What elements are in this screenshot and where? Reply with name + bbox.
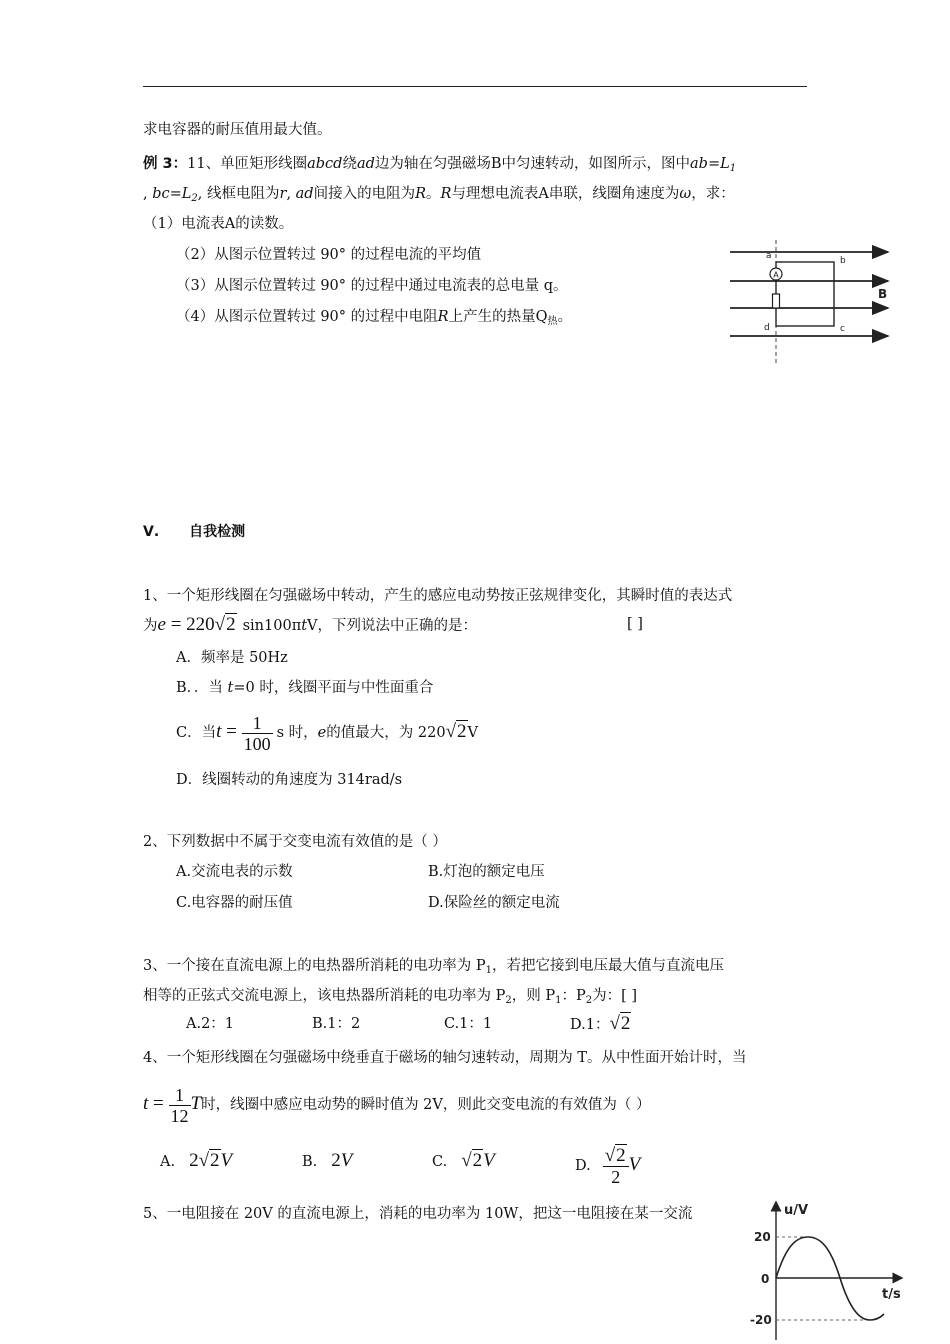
p3-option-b: B.1：2 <box>312 1016 361 1032</box>
label-a: a <box>766 251 772 261</box>
sqrt-symbol: √2 <box>445 721 467 742</box>
sqrt-symbol: √2 <box>461 1150 483 1171</box>
p2-option-b: B.灯泡的额定电压 <box>428 864 545 880</box>
p3-option-a: A.2：1 <box>186 1016 235 1032</box>
graph-tick-0: 0 <box>761 1272 770 1286</box>
p2-option-a: A.交流电表的示数 <box>176 864 293 880</box>
ex3-q3: （3）从图示位置转过 90° 的过程中通过电流表的总电量 q。 <box>176 278 568 294</box>
p4-option-b: B. 2V <box>302 1150 353 1171</box>
graph-ylabel: u/V <box>784 1203 809 1218</box>
p4-option-c: C. √2V <box>432 1146 495 1176</box>
p3-line2: 相等的正弦式交流电源上，该电热器所消耗的电功率为 $P_2$，则 $P_1$：$P_2$为：[ ] <box>143 988 638 1006</box>
section-heading: Ⅴ. 自我检测 <box>143 524 246 540</box>
p1-option-d: D．线圈转动的角速度为 314rad/s <box>176 772 403 788</box>
graph-tick-neg20: -20 <box>750 1313 772 1327</box>
fraction: $\frac{√2}{2}$ <box>603 1145 629 1187</box>
label-d: d <box>764 323 770 333</box>
header-rule <box>143 86 807 87</box>
svg-text:A: A <box>773 270 779 280</box>
p2-question: 2、下列数据中不属于交变电流有效值的是（ ） <box>143 834 447 850</box>
p4-line2: t = $\frac{1}{12}$ T时，线圈中感应电动势的瞬时值为 2V，则此交变电流的有效值为（ ） <box>143 1084 651 1126</box>
p1-option-c: C．当t = $\frac{1}{100}$ s 时，e的值最大，为 220√2V <box>176 708 478 756</box>
p4-option-a: A. 2√2V <box>160 1146 232 1176</box>
p1-line1: 1、一个矩形线圈在匀强磁场中转动，产生的感应电动势按正弦规律变化，其瞬时值的表达式 <box>143 588 733 604</box>
sqrt-symbol: √2 <box>604 1145 626 1166</box>
p3-line1: 3、一个接在直流电源上的电热器所消耗的电功率为 $P_1$，若把它接到电压最大值与直流电压 <box>143 958 724 976</box>
label-B: B <box>878 287 888 301</box>
coil-figure <box>728 238 900 366</box>
ex3-q2: （2）从图示位置转过 90° 的过程电流的平均值 <box>176 247 482 263</box>
example-label: 例 3： <box>143 156 188 172</box>
p1-option-a: A．频率是 50Hz <box>176 650 288 666</box>
p2-option-d: D.保险丝的额定电流 <box>428 895 560 911</box>
p1-answer-bracket: [ ] <box>627 616 643 632</box>
graph-tick-20: 20 <box>754 1230 771 1244</box>
p3-option-c: C.1：1 <box>444 1016 493 1032</box>
p5-line1: 5、一电阻接在 20V 的直流电源上，消耗的电功率为 10W，把这一电阻接在某一交流 <box>143 1206 693 1222</box>
fraction: $\frac{1}{100}$ <box>243 712 271 754</box>
example3-line1: 例 3：11、单匝矩形线圈abcd绕ad边为轴在匀强磁场B中匀速转动，如图所示，图中$ab=L_1$ <box>143 156 737 174</box>
p1-option-b: B．．当 t=0 时，线圈平面与中性面重合 <box>176 680 434 696</box>
sqrt-symbol: √2 <box>609 1013 631 1034</box>
label-b: b <box>840 256 846 266</box>
ex3-q4: （4）从图示位置转过 90° 的过程中电阻R上产生的热量$Q_热$。 <box>176 309 572 327</box>
graph-xlabel: t/s <box>882 1287 901 1302</box>
top-line: 求电容器的耐压值用最大值。 <box>143 122 332 138</box>
voltage-graph <box>748 1196 916 1342</box>
p3-option-d: D.1：√2 <box>570 1013 631 1034</box>
p1-line2: 为e = 220√2 sin100πtV，下列说法中正确的是： <box>143 610 477 640</box>
fraction: $\frac{1}{12}$ <box>170 1084 189 1126</box>
coil-rect <box>776 262 834 326</box>
p4-line1: 4、一个矩形线圈在匀强磁场中绕垂直于磁场的轴匀速转动，周期为 T。从中性面开始计时，当 <box>143 1050 747 1066</box>
sqrt-symbol: √2 <box>198 1150 220 1171</box>
resistor-icon <box>773 294 780 308</box>
ex3-q1: （1）电流表A的读数。 <box>143 216 294 232</box>
p2-option-c: C.电容器的耐压值 <box>176 895 293 911</box>
p4-option-d: D. $\frac{√2}{2}$ V <box>575 1145 641 1187</box>
sqrt-symbol: √2 <box>214 614 236 635</box>
example3-line2: , $bc=L_2$, 线框电阻为r, ad间接入的电阻为R。R与理想电流表A串联，线圈角速度为ω，求： <box>143 186 735 204</box>
label-c: c <box>840 324 845 334</box>
